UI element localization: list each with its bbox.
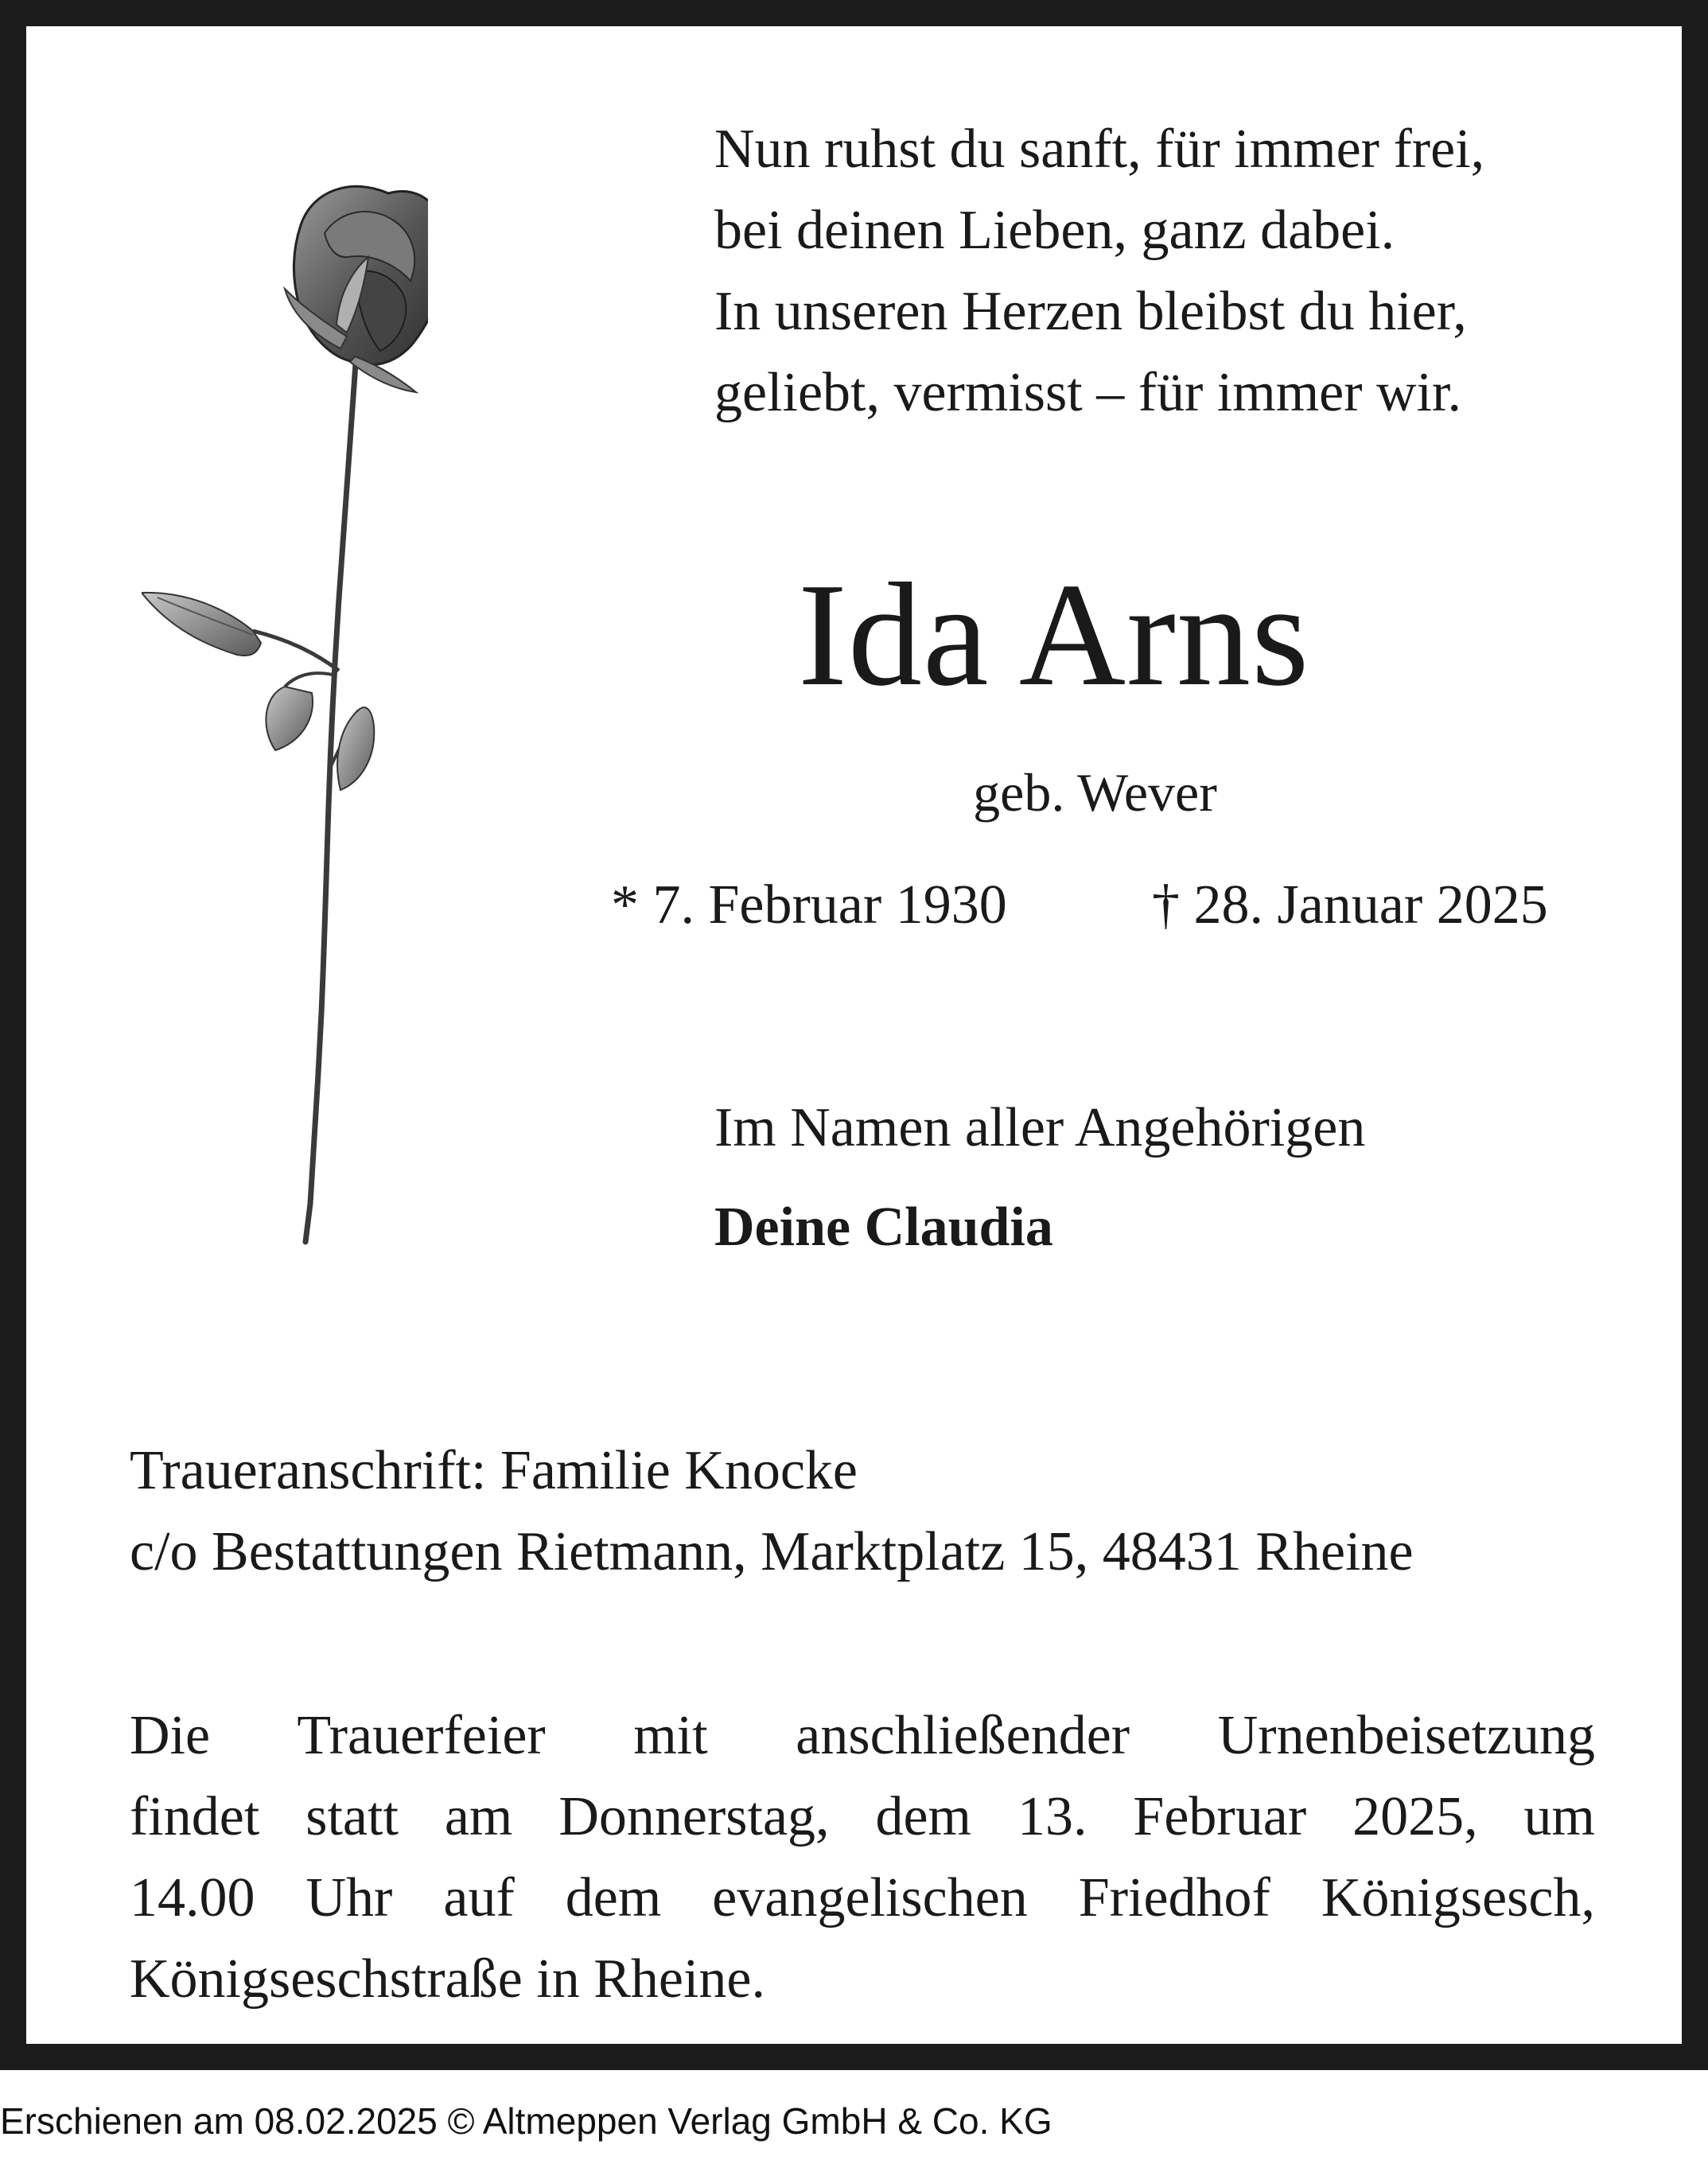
ceremony-line: Die Trauerfeier mit anschließender Urnenbeisetzung <box>130 1705 1595 1766</box>
rose-icon <box>142 177 428 1247</box>
poem-line: geliebt, vermisst – für immer wir. <box>714 362 1461 423</box>
ceremony-info <box>130 1695 1595 2020</box>
maiden-name: geb. Wever <box>973 762 1217 823</box>
ceremony-line: Königseschstraße in Rheine. <box>130 1948 765 2010</box>
deceased-name: Ida Arns <box>798 553 1310 717</box>
relatives-line: Im Namen aller Angehörigen <box>714 1097 1366 1158</box>
mourning-address <box>130 1430 1414 1593</box>
signature: Deine Claudia <box>714 1197 1053 1258</box>
address-line: Traueranschrift: Familie Knocke <box>130 1440 858 1501</box>
poem-line: bei deinen Lieben, ganz dabei. <box>714 200 1395 261</box>
poem-line: Nun ruhst du sanft, für immer frei, <box>714 119 1485 180</box>
publication-footer: Erschienen am 08.02.2025 © Altmeppen Verlag GmbH & Co. KG <box>0 2100 1052 2142</box>
poem <box>714 109 1629 434</box>
ceremony-line: findet statt am Donnerstag, dem 13. Februar 2025, um <box>130 1786 1595 1847</box>
address-line: c/o Bestattungen Rietmann, Marktplatz 15, 48431 Rheine <box>130 1521 1414 1582</box>
birth-date: * 7. Februar 1930 <box>611 874 1007 936</box>
ceremony-line: 14.00 Uhr auf dem evangelischen Friedhof Königsesch, <box>130 1867 1595 1928</box>
death-date: † 28. Januar 2025 <box>1152 874 1548 936</box>
poem-line: In unseren Herzen bleibst du hier, <box>714 281 1467 342</box>
